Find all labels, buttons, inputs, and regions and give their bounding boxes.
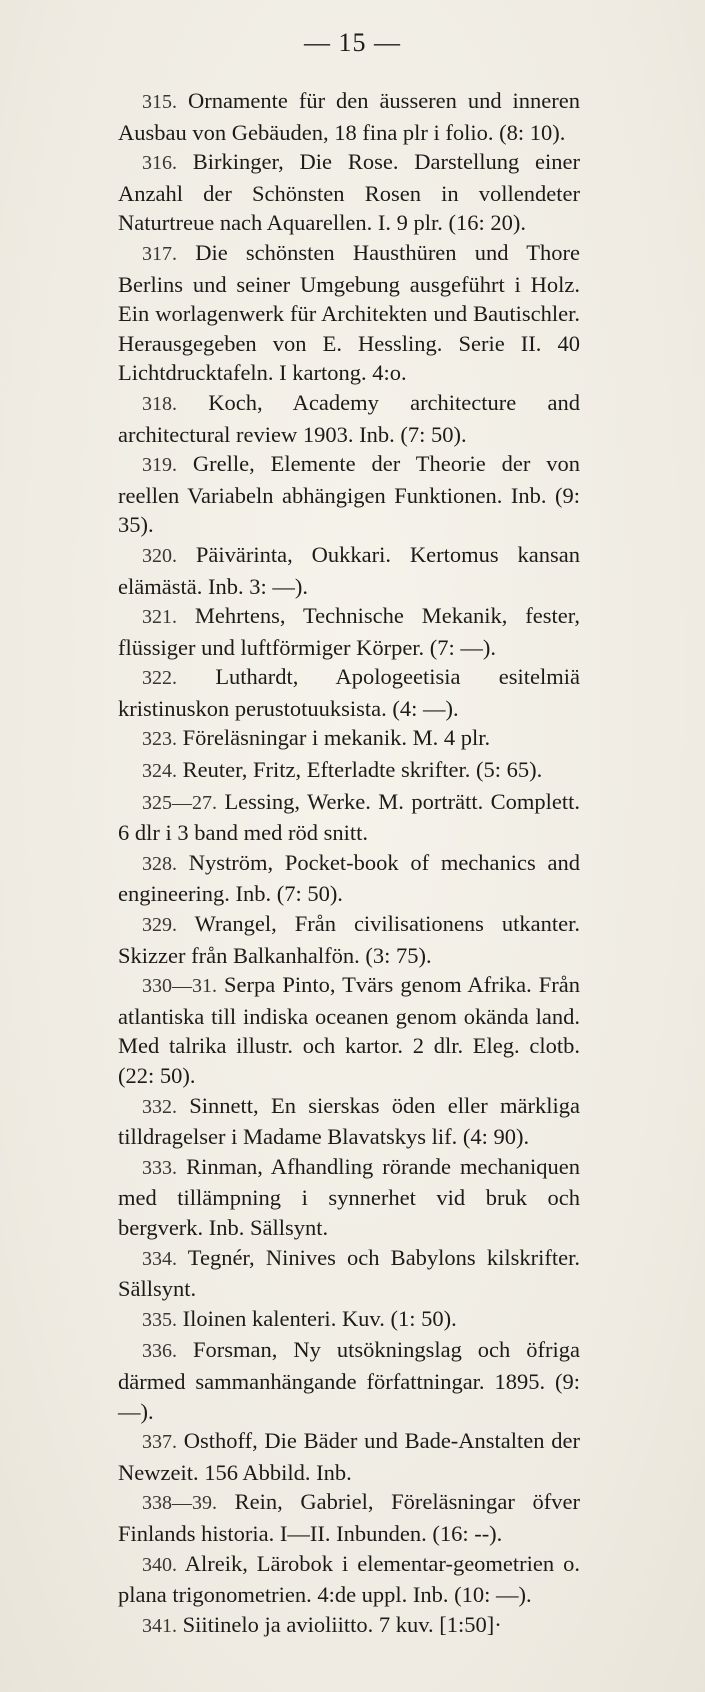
entry-number: 333. — [142, 1156, 177, 1179]
entry-number: 315. — [142, 91, 177, 113]
catalog-entry — [118, 1304, 580, 1336]
catalog-entry — [118, 1610, 580, 1642]
catalog-entry — [118, 848, 580, 909]
entry-number: 324. — [142, 760, 177, 783]
entry-number: 332. — [142, 1095, 177, 1118]
entry-number: 334. — [142, 1247, 177, 1270]
entry-text: Koch, Academy architecture and architectural review 1903. Inb. (7: 50). — [118, 389, 580, 447]
entry-text: Birkinger, Die Rose. Darstellung einer Anzahl der Schönsten Rosen in vollendeter Naturtreue nach Aquarellen. I. 9 plr. (16: 20). — [118, 149, 580, 236]
entry-number: 320. — [142, 544, 177, 567]
catalog-entry — [118, 723, 580, 755]
entry-number: 340. — [142, 1553, 177, 1576]
entry-text: Rein, Gabriel, Föreläsningar öfver Finlands historia. I—II. Inbunden. (16: --). — [118, 1489, 581, 1546]
entry-text: Serpa Pinto, Tvärs genom Afrika. Från atlantiska till indiska oceanen genom okända land. Med talrika illustr. och kartor. 2 dlr. Eleg. clotb. (22: 50). — [118, 972, 581, 1088]
entry-number: 328. — [142, 852, 177, 875]
entry-text: Forsman, Ny utsökningslag och öfriga därmed sammanhängande författningar. 1895. (9: —). — [118, 1337, 580, 1424]
entry-text: Die schönsten Hausthüren und Thore Berlins und seiner Umgebung ausgeführt i Holz. Ein worlagenwerk für Architekten und Bautischler. Herausgegeben von E. Hessling. Serie II. 40 Lichtdrucktafeln. I kartong. 4:o. — [118, 239, 581, 386]
catalog-entry — [118, 388, 580, 449]
entry-text: Tegnér, Ninives och Babylons kilskrifter. Sällsynt. — [118, 1244, 580, 1302]
entry-number: 336. — [142, 1340, 177, 1363]
catalog-entry — [118, 540, 580, 601]
entry-text: Osthoff, Die Bäder und Bade-Anstalten der Newzeit. 156 Abbild. Inb. — [118, 1428, 580, 1485]
entry-number: 323. — [142, 728, 177, 751]
entry-text: Wrangel, Från civilisationens utkanter. Skizzer från Balkanhalfön. (3: 75). — [118, 911, 580, 968]
catalog-entry — [118, 1549, 580, 1610]
catalog-entry — [118, 1426, 580, 1487]
entry-text: Iloinen kalenteri. Kuv. (1: 50). — [182, 1305, 457, 1331]
catalog-entry — [118, 601, 580, 662]
entry-text: Grelle, Elemente der Theorie der von reellen Variabeln abhängigen Funktionen. Inb. (9: 35). — [118, 451, 580, 538]
entry-number: 329. — [142, 914, 177, 937]
catalog-entry — [118, 970, 580, 1090]
catalog-entry — [118, 147, 580, 238]
catalog-entry — [118, 86, 580, 147]
catalog-entry — [118, 1335, 580, 1426]
entry-text: Ornamente für den äusseren und inneren Ausbau von Gebäuden, 18 fina plr i folio. (8: 10). — [118, 88, 581, 145]
entry-number: 322. — [142, 667, 177, 690]
entry-text: Nyström, Pocket-book of mechanics and engineering. Inb. (7: 50). — [118, 849, 581, 907]
catalog-entry — [118, 1152, 580, 1243]
entry-number: 325—27. — [142, 791, 217, 814]
catalog-entry — [118, 909, 580, 970]
entry-number: 317. — [142, 242, 177, 265]
entry-number: 318. — [142, 392, 177, 415]
entry-text: Reuter, Fritz, Efterladte skrifter. (5: 65). — [182, 757, 543, 783]
entry-number: 319. — [142, 454, 177, 477]
entry-text: Rinman, Afhandling rörande mechaniquen med tillämpning i synnerhet vid bruk och bergverk. Inb. Sällsynt. — [118, 1153, 580, 1240]
entry-number: 338—39. — [142, 1492, 217, 1515]
catalog-entries — [118, 86, 580, 1641]
entry-text: Alreik, Lärobok i elementar-geometrien o. plana trigonometrien. 4:de uppl. Inb. (10: —). — [118, 1550, 580, 1608]
entry-number: 330—31. — [142, 975, 217, 998]
entry-text: Lessing, Werke. M. porträtt. Complett. 6 dlr i 3 band med röd snitt. — [118, 788, 581, 846]
catalog-entry — [118, 662, 580, 723]
entry-text: Mehrtens, Technische Mekanik, fester, flüssiger und luftförmiger Körper. (7: —). — [118, 603, 580, 660]
entry-text: Föreläsningar i mekanik. M. 4 plr. — [182, 725, 491, 751]
page-number: — 15 — — [304, 28, 401, 57]
entry-number: 321. — [142, 606, 177, 629]
catalog-entry — [118, 1091, 580, 1152]
entry-number: 341. — [142, 1614, 177, 1637]
entry-text: Päivärinta, Oukkari. Kertomus kansan elämästä. Inb. 3: —). — [118, 541, 581, 599]
catalog-entry — [118, 238, 580, 388]
catalog-entry — [118, 449, 580, 540]
entry-number: 316. — [142, 152, 177, 175]
catalog-entry — [118, 1487, 580, 1548]
catalog-entry — [118, 787, 580, 848]
entry-text: Siitinelo ja avioliitto. 7 kuv. [1:50]· — [182, 1611, 502, 1637]
entry-number: 335. — [142, 1308, 177, 1331]
entry-text: Sinnett, En sierskas öden eller märkliga tilldragelser i Madame Blavatskys lif. (4: 90). — [118, 1092, 580, 1150]
catalog-entry — [118, 1243, 580, 1304]
entry-number: 337. — [142, 1431, 177, 1454]
catalog-entry — [118, 755, 580, 787]
entry-text: Luthardt, Apologeetisia esitelmiä kristinuskon perustotuuksista. (4: —). — [118, 664, 580, 721]
